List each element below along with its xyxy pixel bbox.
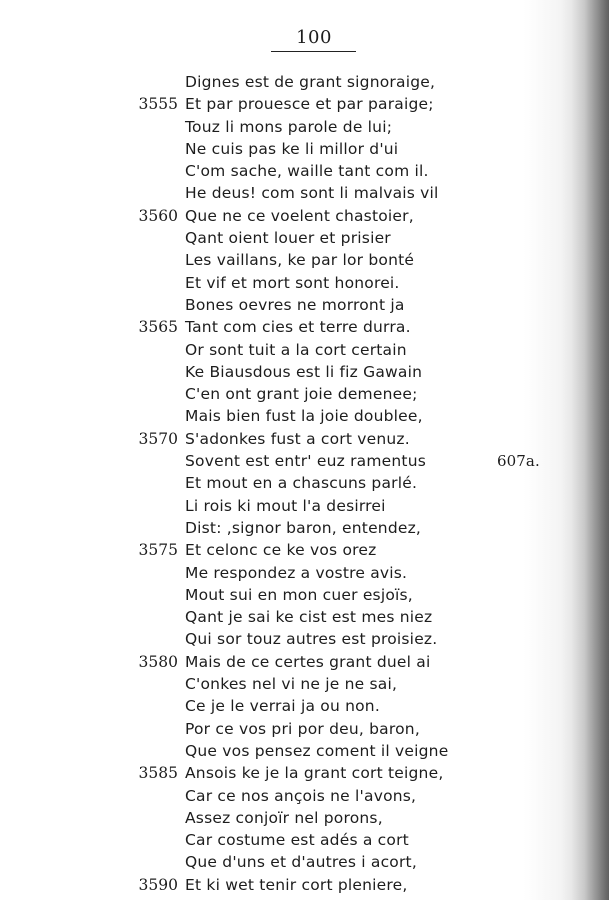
verse-line <box>0 405 609 427</box>
verse-text: Qui sor touz autres est proisiez. <box>185 630 438 649</box>
verse-line <box>0 450 609 472</box>
verse-line <box>0 517 609 539</box>
verse-line <box>0 673 609 695</box>
verse-text: Dist: ,signor baron, entendez, <box>185 518 422 537</box>
verse-line <box>0 718 609 740</box>
verse-text: He deus! com sont li malvais vil <box>185 184 439 203</box>
verse-line <box>0 182 609 204</box>
verse-text: C'onkes nel vi ne je ne sai, <box>185 675 398 694</box>
verse-text: Or sont tuit a la cort certain <box>185 340 407 359</box>
verse-text: Bones oevres ne morront ja <box>185 295 405 314</box>
verse-text: Mais de ce certes grant duel ai <box>185 652 431 671</box>
verse-line <box>0 294 609 316</box>
verse-line <box>0 428 609 450</box>
verse-line <box>0 93 609 115</box>
line-number: 3555 <box>138 95 178 114</box>
verse-text: Que ne ce voelent chastoier, <box>185 206 414 225</box>
verse-text: Car costume est adés a cort <box>185 831 409 850</box>
verse-text: Ke Biausdous est li fiz Gawain <box>185 362 423 381</box>
verse-text: Qant je sai ke cist est mes niez <box>185 608 433 627</box>
verse-line <box>0 785 609 807</box>
verse-line <box>0 249 609 271</box>
line-number: 3575 <box>138 541 178 560</box>
verse-line <box>0 562 609 584</box>
verse-text: Mout sui en mon cuer esjoïs, <box>185 585 413 604</box>
verse-text: C'om sache, waille tant com il. <box>185 162 429 181</box>
header-rule <box>271 51 356 52</box>
verse-line <box>0 472 609 494</box>
verse-text: Por ce vos pri por deu, baron, <box>185 719 420 738</box>
verse-text: Ansois ke je la grant cort teigne, <box>185 764 444 783</box>
verse-text: C'en ont grant joie demenee; <box>185 385 418 404</box>
page-number: 100 <box>296 27 332 48</box>
verse-text: Touz li mons parole de lui; <box>185 117 393 136</box>
verse-line <box>0 740 609 762</box>
verse-text: Et mout en a chascuns parlé. <box>185 474 418 493</box>
verse-text: Car ce nos ançois ne l'avons, <box>185 786 417 805</box>
verse-line <box>0 361 609 383</box>
verse-line <box>0 539 609 561</box>
verse-line <box>0 205 609 227</box>
verse-line <box>0 383 609 405</box>
verse-text: Li rois ki mout l'a desirrei <box>185 496 386 515</box>
verse-text: Me respondez a vostre avis. <box>185 563 408 582</box>
line-number: 3590 <box>138 875 178 894</box>
verse-line <box>0 227 609 249</box>
verse-text: Ne cuis pas ke li millor d'ui <box>185 139 399 158</box>
verse-text: Tant com cies et terre durra. <box>185 318 411 337</box>
verse-text: Et vif et mort sont honorei. <box>185 273 400 292</box>
verse-text: Que vos pensez coment il veigne <box>185 741 449 760</box>
verse-text: Et ki wet tenir cort pleniere, <box>185 875 408 894</box>
verse-text: Et celonc ce ke vos orez <box>185 541 377 560</box>
verse-text: Assez conjoïr nel porons, <box>185 808 383 827</box>
verse-line <box>0 584 609 606</box>
verse-text: Qant oient louer et prisier <box>185 229 391 248</box>
verse-line <box>0 807 609 829</box>
verse-line <box>0 116 609 138</box>
verse-line <box>0 316 609 338</box>
verse-line <box>0 495 609 517</box>
line-number: 3580 <box>138 652 178 671</box>
verse-line <box>0 851 609 873</box>
verse-line <box>0 874 609 896</box>
margin-note: 607a. <box>497 452 540 471</box>
line-number: 3560 <box>138 206 178 225</box>
verse-line <box>0 762 609 784</box>
verse-line <box>0 651 609 673</box>
line-number: 3565 <box>138 318 178 337</box>
verse-line <box>0 606 609 628</box>
verse-line <box>0 160 609 182</box>
verse-text: Mais bien fust la joie doublee, <box>185 407 423 426</box>
line-number: 3570 <box>138 429 178 448</box>
line-number: 3585 <box>138 764 178 783</box>
verse-text: S'adonkes fust a cort venuz. <box>185 429 410 448</box>
verse-text: Sovent est entr' euz ramentus <box>185 452 427 471</box>
verse-line <box>0 71 609 93</box>
verse-line <box>0 829 609 851</box>
verse-line <box>0 339 609 361</box>
verse-line <box>0 272 609 294</box>
verse-text: Ce je le verrai ja ou non. <box>185 697 380 716</box>
verse-text: Que d'uns et d'autres i acort, <box>185 853 417 872</box>
verse-line <box>0 695 609 717</box>
verse-block <box>0 71 609 896</box>
verse-line <box>0 628 609 650</box>
verse-text: Dignes est de grant signoraige, <box>185 73 436 91</box>
verse-text: Les vaillans, ke par lor bonté <box>185 251 415 270</box>
verse-line <box>0 138 609 160</box>
verse-text: Et par prouesce et par paraige; <box>185 95 434 114</box>
